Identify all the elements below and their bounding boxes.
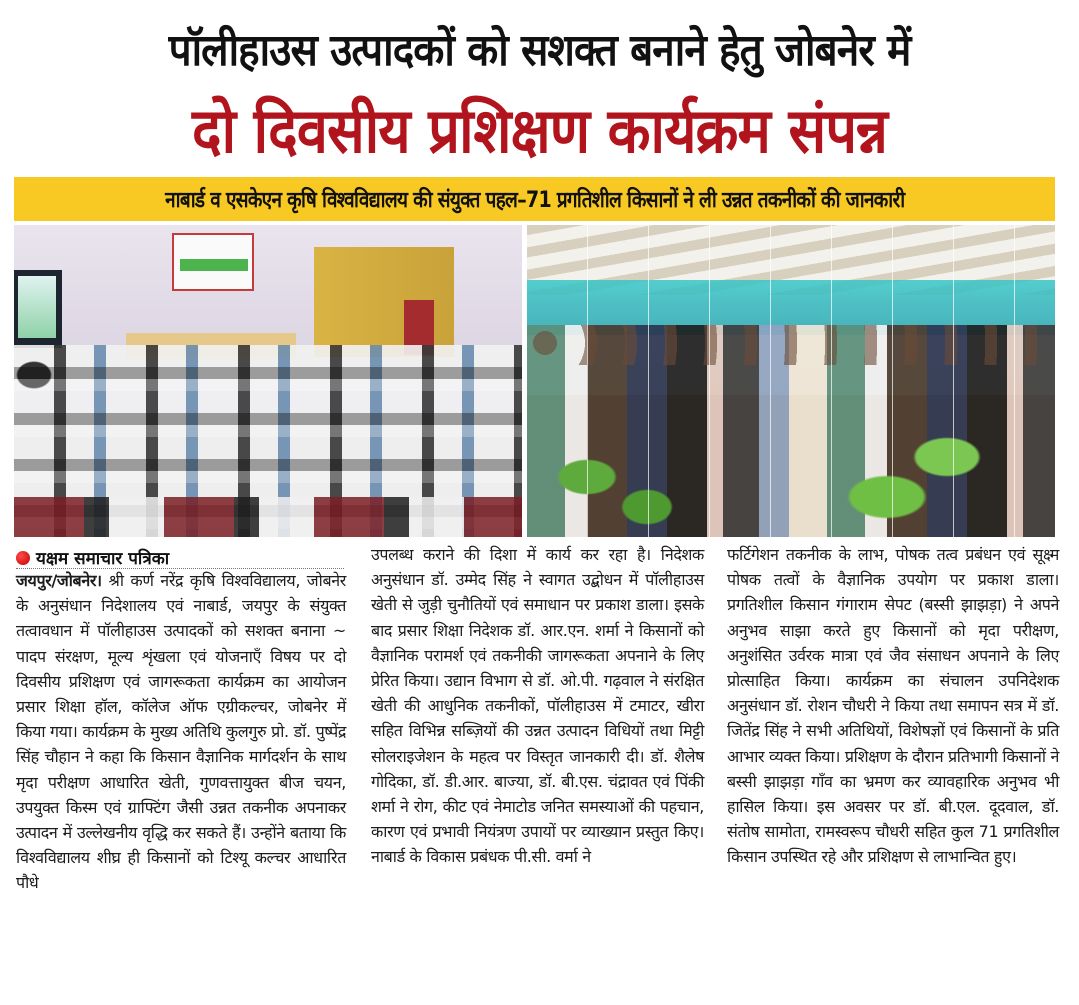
- trellis-wires: [527, 225, 1055, 537]
- article-column-1: [16, 568, 346, 896]
- column-2-text: उपलब्ध कराने की दिशा में कार्य कर रहा है। निदेशक अनुसंधान डॉ. उम्मेद सिंह ने स्वागत उद्बोधन में पॉलीहाउस खेती से जुड़ी चुनौतियों एवं समाधान पर प्रकाश डाला। इसके बाद प्रसार शिक्षा निदेशक डॉ. आर.एन. शर्मा ने किसानों को वैज्ञानिक परामर्श एवं तकनीकी जागरूकता अपनाने के लिए प्रेरित किया। उद्यान विभाग से डॉ. ओ.पी. गढ़वाल ने संरक्षित खेती की आधुनिक तकनीकों, पॉलीहाउस में टमाटर, खीरा सहित विभिन्न सब्ज़ियों की उन्नत उत्पादन विधियों तथा मिट्टी सोलराइजेशन के महत्व पर विस्तृत जानकारी दी। डॉ. शैलेष गोदिका, डॉ. डी.आर. बाज्या, डॉ. बी.एस. चंद्रावत एवं पिंकी शर्मा ने रोग, कीट एवं नेमाटोड जनित समस्याओं की पहचान, कारण एवं प्रभावी नियंत्रण उपायों पर व्याख्यान प्रस्तुत किए। नाबार्ड के विकास प्रबंधक पी.सी. वर्मा ने: [371, 545, 704, 867]
- source-byline: [16, 546, 169, 569]
- source-name: यक्षम समाचार पत्रिका: [36, 549, 170, 569]
- headline-top: पॉलीहाउस उत्पादकों को सशक्त बनाने हेतु जोबनेर में: [168, 25, 911, 76]
- subheadline-banner: [14, 177, 1055, 221]
- dateline: जयपुर/जोबनेर।: [16, 571, 102, 590]
- column-3-text: फर्टिगेशन तकनीक के लाभ, पोषक तत्व प्रबंधन एवं सूक्ष्म पोषक तत्वों के वैज्ञानिक उपयोग पर प्रकाश डाला। प्रगतिशील किसान गंगाराम सेपट (बस्सी झाझड़ा) ने अपने अनुभव साझा करते हुए किसानों को मृदा परीक्षण, अनुशंसित उर्वरक मात्रा एवं जैव संसाधन अपनाने के लिए प्रोत्साहित किया। कार्यक्रम का संचालन उपनिदेशक अनुसंधान डॉ. रोशन चौधरी ने किया तथा समापन सत्र में डॉ. जितेंद्र सिंह ने सभी अतिथियों, विशेषज्ञों एवं किसानों के प्रति आभार व्यक्त किया। प्रशिक्षण के दौरान प्रतिभागी किसानों ने बस्सी झाझड़ा गाँव का भ्रमण कर व्यावहारिक अनुभव भी हासिल किया। इस अवसर पर डॉ. बी.एल. दूदवाल, डॉ. संतोष सामोता, रामस्वरूप चौधरी सहित कुल 71 प्रगतिशील किसान उपस्थित रहे और प्रशिक्षण से लाभान्वित हुए।: [727, 545, 1059, 867]
- article-column-2: [371, 542, 704, 870]
- headline-main: दो दिवसीय प्रशिक्षण कार्यक्रम संपन्न: [191, 94, 888, 167]
- projection-screen: [14, 270, 62, 348]
- column-1-text: श्री कर्ण नरेंद्र कृषि विश्वविद्यालय, जोबनेर के अनुसंधान निदेशालय एवं नाबार्ड, जयपुर के संयुक्त तत्वावधान में पॉलीहाउस उत्पादकों को सशक्त बनाना ~ पादप संरक्षण, मूल्य शृंखला एवं योजनाएँ विषय पर दो दिवसीय प्रशिक्षण एवं जागरूकता कार्यक्रम का आयोजन प्रसार शिक्षा हॉल, कॉलेज ऑफ एग्रीकल्चर, जोबनेर में किया गया। कार्यक्रम के मुख्य अतिथि कुलगुरु प्रो. डॉ. पुष्पेंद्र सिंह चौहान ने कहा कि किसान वैज्ञानिक मार्गदर्शन के साथ मृदा परीक्षण आधारित खेती, गुणवत्तायुक्त बीज चयन, उपयुक्त किस्म एवं ग्राफ्टिंग जैसी उन्नत तकनीक अपनाकर उत्पादन में उल्लेखनीय वृद्धि कर सकते हैं। उन्होंने बताया कि विश्वविद्यालय शीघ्र ही किसानों को टिश्यू कल्चर आधारित पौधे: [16, 571, 346, 893]
- article-column-3: [727, 542, 1059, 870]
- seminar-hall-photo: [14, 225, 522, 537]
- polyhouse-visit-photo: [527, 225, 1055, 537]
- subheadline-text: नाबार्ड व एसकेएन कृषि विश्वविद्यालय की संयुक्त पहल–71 प्रगतिशील किसानों ने ली उन्नत तकनीकों की जानकारी: [164, 188, 905, 213]
- stage-banner: [172, 233, 254, 291]
- front-row-chairs: [14, 497, 522, 537]
- bullet-dot-icon: [16, 551, 30, 565]
